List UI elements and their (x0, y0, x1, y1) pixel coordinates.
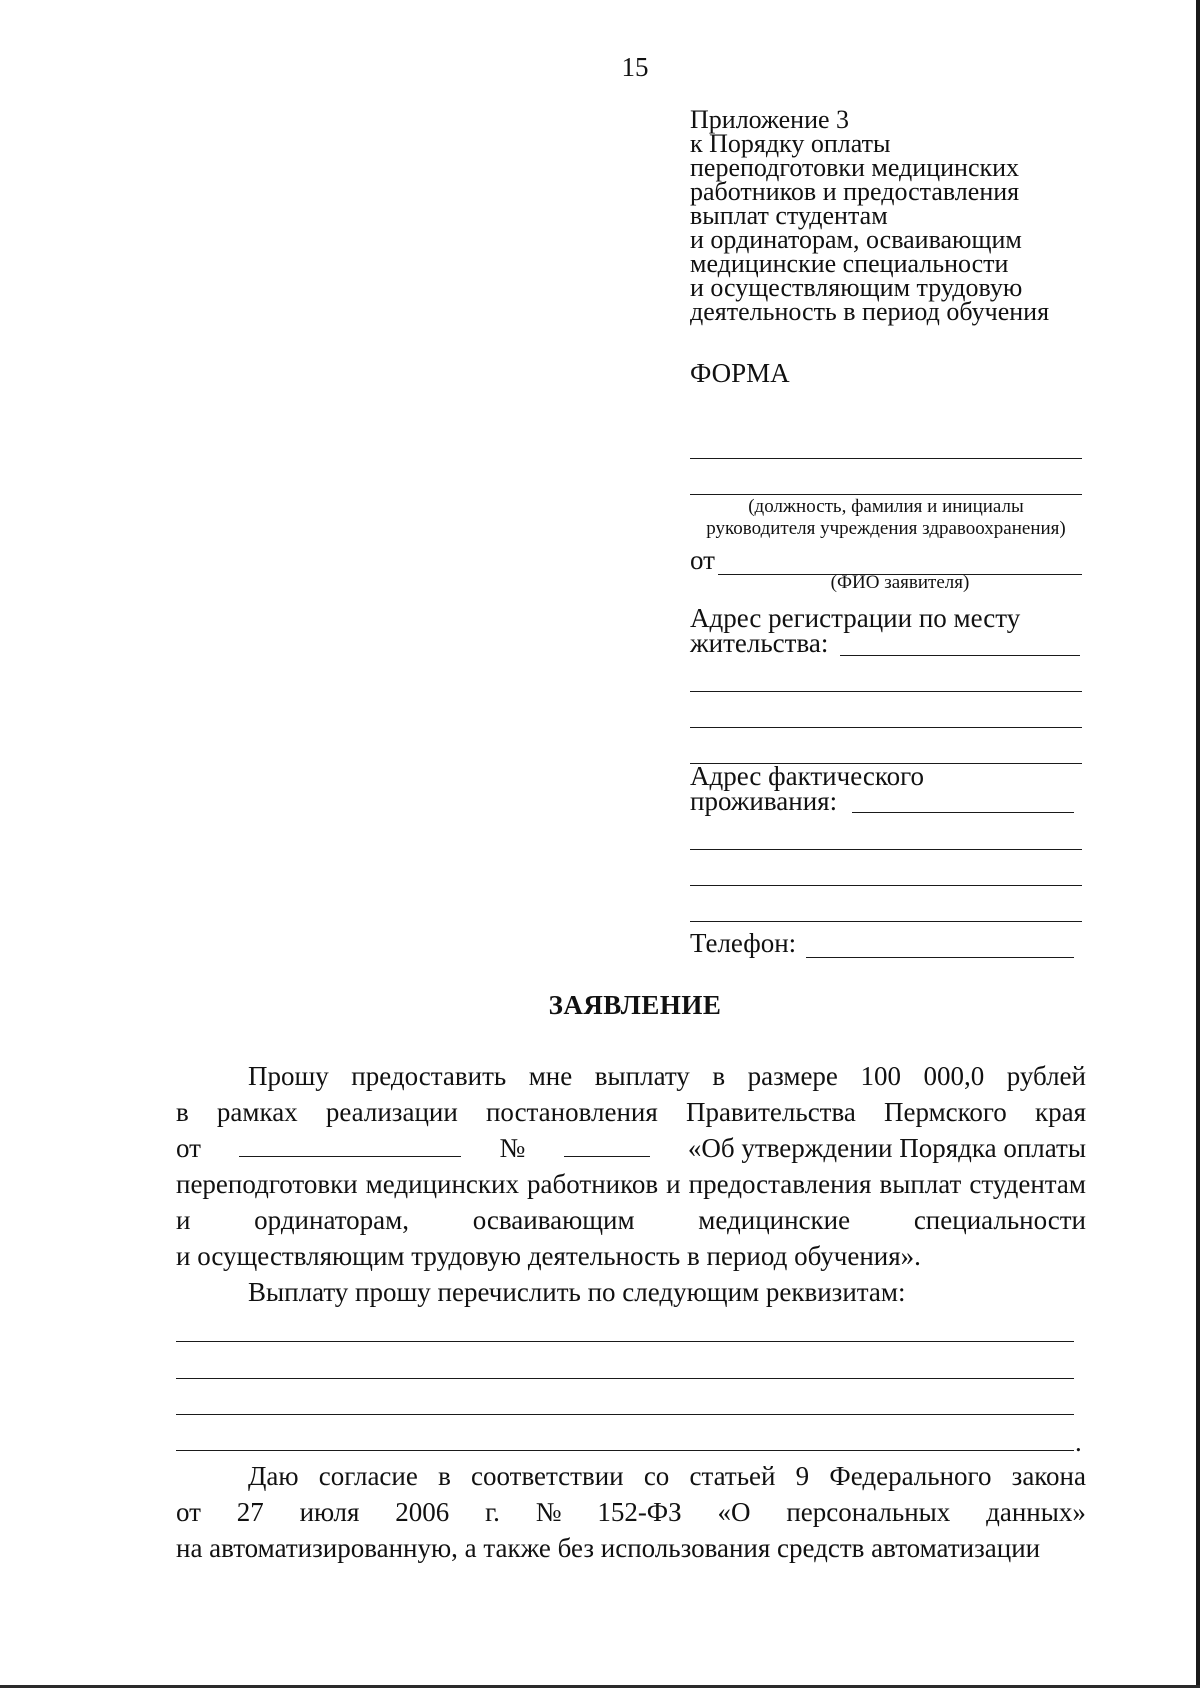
request-last-line: и осуществляющим трудовую деятельность в период обучения». (176, 1241, 921, 1271)
requisites-line[interactable] (176, 1378, 1074, 1379)
request-from-word: от (176, 1133, 201, 1163)
consent-word: от (176, 1497, 201, 1527)
resolution-date-blank[interactable] (239, 1130, 461, 1157)
requisites-label: Выплату прошу перечислить по следующим реквизитам: (248, 1277, 906, 1307)
head-caption-line: (должность, фамилия и инициалы (748, 496, 1024, 517)
actual-address-label: Адрес фактического (690, 761, 924, 791)
consent-word: «О (717, 1497, 751, 1527)
appendix-line: Приложение 3 (690, 105, 850, 134)
consent-word: данных» (986, 1497, 1086, 1527)
appendix-line: деятельность в период обучения (690, 297, 1050, 326)
actual-address-line[interactable] (690, 885, 1082, 886)
registration-address-line[interactable] (840, 655, 1080, 656)
consent-line-law (176, 1494, 1086, 1530)
request-number-sign: № (499, 1133, 526, 1163)
consent-word: июля (299, 1497, 360, 1527)
consent-word: 2006 (395, 1497, 450, 1527)
registration-address-label: Адрес регистрации по месту (690, 603, 1021, 633)
head-name-line[interactable] (690, 494, 1082, 495)
registration-address-line[interactable] (690, 691, 1082, 692)
head-name-line[interactable] (690, 458, 1082, 459)
appendix-line: выплат студентам (690, 201, 888, 230)
request-line: Прошу предоставить мне выплату в размере 100 000,0 рублей (248, 1061, 1086, 1091)
actual-address-label: проживания: (690, 786, 838, 816)
form-label: ФОРМА (690, 358, 790, 388)
requisites-end-mark: . (1075, 1427, 1082, 1457)
consent-word: № (535, 1497, 562, 1527)
request-line-resolution (176, 1130, 1086, 1166)
appendix-line: переподготовки медицинских (690, 153, 1020, 182)
appendix-line: и ординаторам, осваивающим (690, 225, 1022, 254)
consent-word: г. (485, 1497, 500, 1527)
head-caption-line: руководителя учреждения здравоохранения) (706, 518, 1066, 539)
scan-edge-right (1196, 0, 1200, 1688)
actual-address-line[interactable] (852, 812, 1074, 813)
appendix-line: к Порядку оплаты (690, 129, 891, 158)
appendix-header (690, 105, 1082, 326)
consent-word: 152-ФЗ (597, 1497, 682, 1527)
actual-address-line[interactable] (690, 849, 1082, 850)
applicant-caption: (ФИО заявителя) (830, 572, 970, 593)
requisites-line[interactable] (176, 1450, 1074, 1451)
phone-line[interactable] (806, 957, 1074, 958)
requisites-line[interactable] (176, 1414, 1074, 1415)
from-label: от (690, 545, 715, 575)
appendix-line: и осуществляющим трудовую (690, 273, 1023, 302)
appendix-line: работников и предоставления (690, 177, 1020, 206)
request-resolution-title: «Об утверждении Порядка оплаты (687, 1133, 1086, 1163)
consent-line: Даю согласие в соответствии со статьей 9 Федерального закона (248, 1461, 1086, 1491)
page-number: 15 (621, 52, 649, 82)
document-title: ЗАЯВЛЕНИЕ (548, 990, 722, 1020)
requisites-line[interactable] (176, 1341, 1074, 1342)
phone-label: Телефон: (690, 928, 797, 958)
request-text: переподготовки медицинских работников и предоставления выплат студентам и ординаторам, осваивающим медицинские специальности (176, 1169, 1086, 1235)
appendix-line: медицинские специальности (690, 249, 1009, 278)
registration-address-label: жительства: (690, 628, 829, 658)
request-line: в рамках реализации постановления Правительства Пермского края (176, 1097, 1086, 1127)
resolution-number-blank[interactable] (564, 1130, 650, 1157)
consent-word: персональных (786, 1497, 951, 1527)
actual-address-line[interactable] (690, 921, 1082, 922)
consent-word: 27 (236, 1497, 264, 1527)
registration-address-line[interactable] (690, 727, 1082, 728)
consent-line: на автоматизированную, а также без использования средств автоматизации (176, 1533, 1041, 1563)
